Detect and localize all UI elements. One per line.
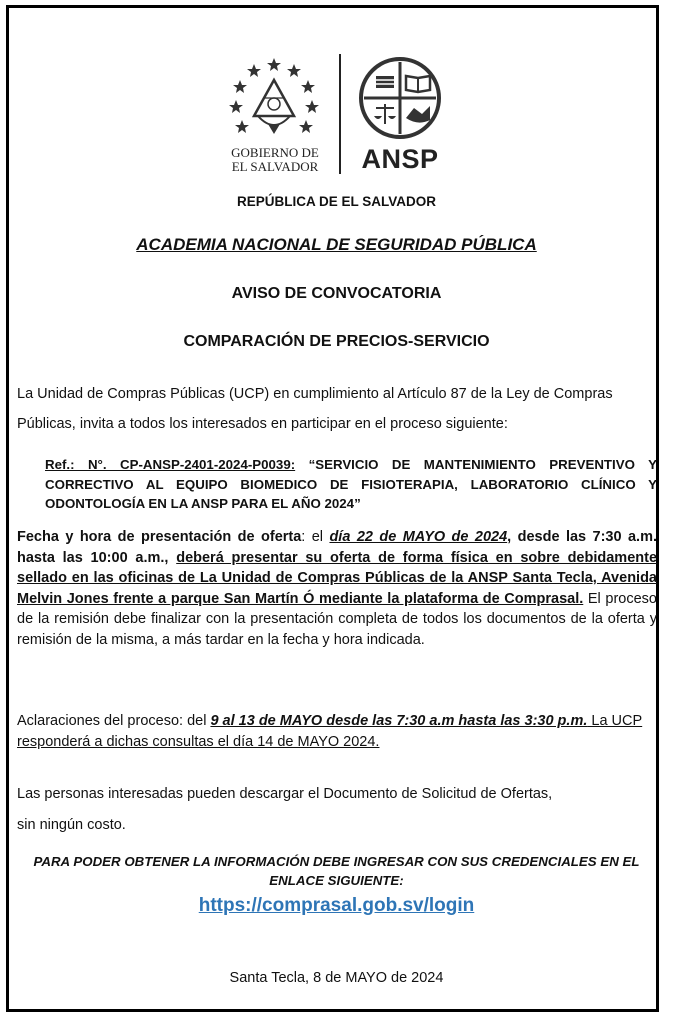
reference-description: “SERVICIO DE MANTENIMIENTO PREVENTIVO Y CORRECTIVO AL EQUIPO BIOMEDICO DE FISIOTERAPIA, LABORATORIO CLÍNICO Y ODONTOLOGÍA EN LA ANSP PARA EL AÑO 2024”	[45, 457, 657, 511]
instruccion-text: PARA PODER OBTENER LA INFORMACIÓN DEBE INGRESAR CON SUS CREDENCIALES EN EL ENLACE SIGUIENTE:	[33, 854, 640, 888]
fecha-hora: , desde las 7:30 a.m. hasta las 10:00 a.m.,	[17, 529, 657, 566]
header-logos	[0, 48, 673, 178]
republica-heading: REPÚBLICA DE EL SALVADOR	[236, 194, 436, 209]
fecha-proceso: El proceso de la remisión debe finalizar con la presentación completa de todos los documentos de la oferta y remisión de la misma, a más tardar en la fecha y hora indicada.	[17, 590, 657, 648]
aclaraciones-paragraph	[17, 711, 657, 752]
intro-paragraph	[17, 379, 657, 439]
aclaraciones-respuesta: La UCP responderá a dichas consultas el día 14 de MAYO 2024.	[17, 713, 643, 750]
aclaraciones-periodo: 9 al 13 de MAYO desde las 7:30 a.m hasta las 3:30 p.m.	[210, 713, 588, 729]
fecha-colon: : el	[301, 529, 330, 545]
ansp-emblem-icon	[358, 56, 442, 140]
comparacion-heading: COMPARACIÓN DE PRECIOS-SERVICIO	[183, 333, 490, 350]
aviso-heading: AVISO DE CONVOCATORIA	[231, 285, 442, 302]
interesados-paragraph	[17, 779, 657, 841]
intro-line-2: Públicas, invita a todos los interesados en participar en el proceso siguiente:	[17, 416, 508, 432]
fecha-presentar: deberá presentar su oferta de forma física en sobre debidamente sellado en las oficinas de La Unidad de Compras Públicas de la ANSP Santa Tecla, Avenida Melvin Jones frente a parque San Martín Ó mediante la plataforma de Comprasal.	[17, 549, 658, 607]
intro-line-1: La Unidad de Compras Públicas (UCP) en cumplimiento al Artículo 87 de la Ley de Compras	[17, 386, 613, 402]
reference-number: Ref.: N°. CP-ANSP-2401-2024-P0039:	[45, 457, 296, 472]
interesados-line-1: Las personas interesadas pueden descargar el Documento de Solicitud de Ofertas,	[17, 786, 553, 802]
academia-title: ACADEMIA NACIONAL DE SEGURIDAD PÚBLICA	[136, 235, 537, 254]
comprasal-login-link[interactable]: https://comprasal.gob.sv/login	[198, 895, 475, 916]
fecha-label: Fecha y hora de presentación de oferta	[17, 529, 302, 545]
lugar-fecha: Santa Tecla, 8 de MAYO de 2024	[229, 970, 444, 986]
fecha-paragraph	[17, 527, 657, 650]
ansp-logo-text: ANSP	[361, 144, 439, 174]
fecha-dia: día 22 de MAYO de 2024	[329, 529, 508, 545]
gobierno-text: GOBIERNO DE EL SALVADOR	[231, 145, 319, 174]
logo-divider	[339, 54, 341, 174]
el-salvador-seal-icon	[228, 54, 320, 146]
aclaraciones-prefix: Aclaraciones del proceso: del	[17, 713, 211, 729]
reference-block	[45, 455, 657, 514]
interesados-line-2: sin ningún costo.	[17, 817, 126, 833]
